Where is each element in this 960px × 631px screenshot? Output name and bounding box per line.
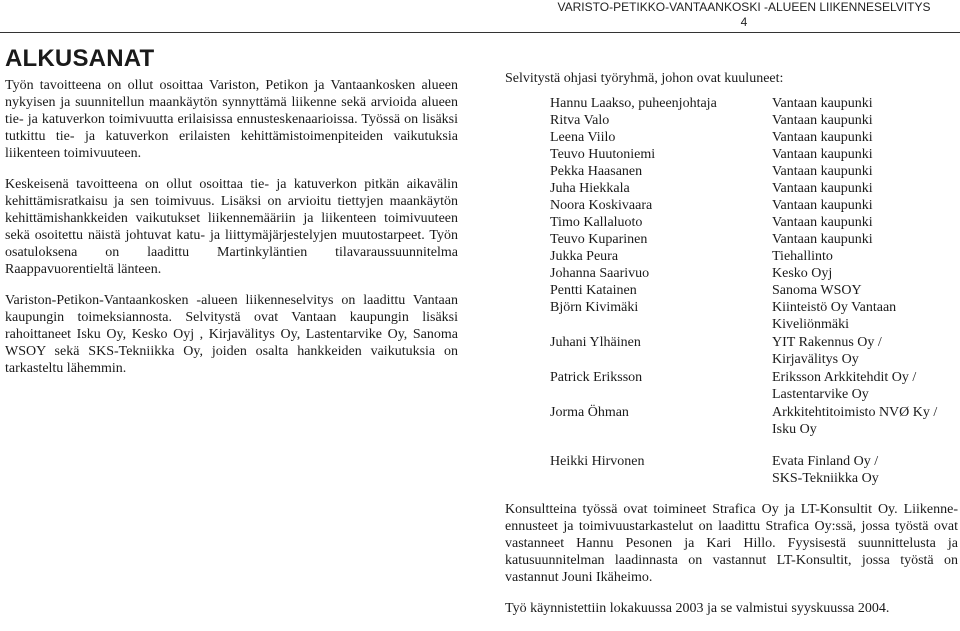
member-row: [550, 334, 960, 368]
member-organization: Tiehallinto: [772, 249, 833, 264]
member-name: Leena Viilo: [550, 130, 616, 145]
member-row: [550, 95, 960, 112]
member-row: [550, 112, 960, 129]
member-name: Ritva Valo: [550, 113, 610, 128]
member-name: Jukka Peura: [550, 249, 619, 264]
steering-group-intro: Selvitystä ohjasi työryhmä, johon ovat kuuluneet:: [505, 71, 784, 86]
member-row: [550, 404, 960, 438]
member-row: [550, 214, 960, 231]
member-name: Björn Kivimäki: [550, 300, 639, 315]
member-name: Pentti Katainen: [550, 283, 637, 298]
member-organization: YIT Rakennus Oy / Kirjavälitys Oy: [772, 335, 882, 367]
member-organization: Vantaan kaupunki: [772, 96, 873, 111]
member-organization: Vantaan kaupunki: [772, 215, 873, 230]
member-organization: Vantaan kaupunki: [772, 147, 873, 162]
member-name: Patrick Eriksson: [550, 370, 643, 385]
steering-group-list: [550, 95, 960, 487]
header-divider: [0, 32, 960, 33]
member-organization: Vantaan kaupunki: [772, 130, 873, 145]
member-organization: Vantaan kaupunki: [772, 198, 873, 213]
member-row: [550, 146, 960, 163]
member-organization: Sanoma WSOY: [772, 283, 862, 298]
member-organization: Evata Finland Oy / SKS-Tekniikka Oy: [772, 454, 879, 486]
member-row: [550, 453, 960, 487]
member-organization: Vantaan kaupunki: [772, 232, 873, 247]
paragraph-purpose: Työn tavoitteena on ollut osoittaa Variston, Petikon ja Vantaankosken alueen nykyisen ja suunnitellun maankäytön synnyttämä liikenne sekä arvioida alueen tie- ja katuverkon toimivuutta erilaisissa ennusteskenaarioissa. Työssä on lisäksi tutkittu tie- ja katuverkon erilaisten kehittämistoimenpiteiden vaikutuksia liikenteen toimivuuteen.: [5, 78, 458, 161]
right-column: [505, 70, 958, 631]
member-row: [550, 163, 960, 180]
member-name: Johanna Saarivuo: [550, 266, 650, 281]
member-row: [550, 265, 960, 282]
member-row: [550, 180, 960, 197]
member-organization: Kesko Oyj: [772, 266, 833, 281]
paragraph-consultants: Konsultteina työssä ovat toimineet Strafica Oy ja LT-Konsultit Oy. Liikenne-ennusteet ja toimivuustarkastelut on laadittu Strafica Oy:ssä, jossa työstä ovat vastanneet Hannu Pesonen ja Kari Hillo. Fyysisestä suunnittelusta ja katusuunnitelman laadinnasta on vastannut LT-Konsultit, jossa työstä on vastannut Jouni Ikäheimo.: [505, 502, 958, 585]
member-name: Jorma Öhman: [550, 405, 629, 420]
member-organization: Vantaan kaupunki: [772, 181, 873, 196]
member-name: Juhani Ylhäinen: [550, 335, 641, 350]
member-name: Teuvo Kuparinen: [550, 232, 648, 247]
member-row: [550, 248, 960, 265]
member-organization: Vantaan kaupunki: [772, 164, 873, 179]
member-name: Juha Hiekkala: [550, 181, 630, 196]
member-organization: Arkkitehtitoimisto NVØ Ky / Isku Oy: [772, 405, 938, 437]
member-row: [550, 369, 960, 403]
member-organization: Kiinteistö Oy Vantaan Kiveliönmäki: [772, 300, 897, 332]
member-row: [550, 129, 960, 146]
paragraph-main-goal: Keskeisenä tavoitteena on ollut osoittaa tie- ja katuverkon pitkän aikavälin kehittämisratkaisu ja sen toimivuus. Lisäksi on arvioitu tiettyjen maankäytön kehittämishankkeiden vaikutukset liikennemääriin ja liikenteen toimivuuteen sekä osoitettu näistä johtuvat katu- ja liittymäjärjestelyjen muutostarpeet. Työn osatuloksena on laadittu Martinkyläntien tilavaraussuunnitelma Raappavuorentieltä länteen.: [5, 177, 458, 277]
section-heading: ALKUSANAT: [5, 45, 155, 72]
paragraph-commission: Variston-Petikon-Vantaankosken -alueen liikenneselvitys on laadittu Vantaan kaupungin toimeksiannosta. Selvitystä ovat Vantaan kaupungin lisäksi rahoittaneet Isku Oy, Kesko Oyj , Kirjavälitys Oy, Lastentarvike Oy, Sanoma WSOY sekä SKS-Tekniikka Oy, joiden osalta hankkeiden vaikutuksia on tarkasteltu lähemmin.: [5, 293, 458, 376]
member-organization: Vantaan kaupunki: [772, 113, 873, 128]
running-title: VARISTO-PETIKKO-VANTAANKOSKI -ALUEEN LIIKENNESELVITYS: [557, 0, 931, 14]
member-name: Noora Koskivaara: [550, 198, 653, 213]
paragraph-schedule: Työ käynnistettiin lokakuussa 2003 ja se valmistui syyskuussa 2004.: [505, 601, 890, 616]
member-name: Heikki Hirvonen: [550, 454, 645, 469]
member-row: [550, 282, 960, 299]
member-name: Timo Kallaluoto: [550, 215, 643, 230]
left-column: [5, 45, 458, 391]
member-name: Teuvo Huutoniemi: [550, 147, 656, 162]
running-header: [544, 0, 944, 30]
member-row: [550, 299, 960, 333]
member-row: [550, 197, 960, 214]
member-row: [550, 231, 960, 248]
member-organization: Eriksson Arkkitehdit Oy / Lastentarvike Oy: [772, 370, 917, 402]
page-number: 4: [740, 15, 748, 29]
member-name: Pekka Haasanen: [550, 164, 643, 179]
member-name: Hannu Laakso, puheenjohtaja: [550, 96, 717, 111]
